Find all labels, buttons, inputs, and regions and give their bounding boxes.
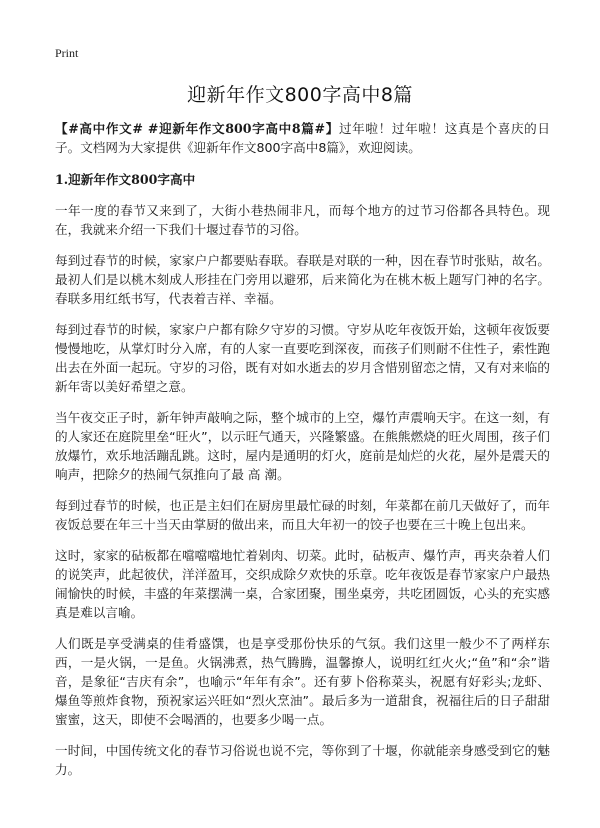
body-paragraph-6: 这时，家家的砧板都在噹噹噹地忙着剁肉、切菜。此时，砧板声、爆竹声，再夹杂着人们的说笑声，此起彼伏，洋洋盈耳，交织成除夕欢快的乐章。吃年夜饭是春节家家户户最热闹愉快的时候，丰盛的年菜摆满一桌，合家团聚，围坐桌旁，共吃团圆饭，心头的充实感真是难以言喻。 [55, 548, 550, 620]
document-title: 迎新年作文800字高中8篇 [187, 84, 413, 106]
section-heading: 1.迎新年作文800字高中 [55, 172, 196, 187]
intro-tag: 【#高中作文# #迎新年作文800字高中8篇#】 [55, 121, 339, 136]
body-paragraph-1: 一年一度的春节又来到了，大街小巷热闹非凡，而每个地方的过节习俗都各具特色。现在，我就来介绍一下我们十堰过春节的习俗。 [55, 203, 550, 237]
intro-paragraph [55, 119, 550, 157]
body-paragraph-2: 每到过春节的时候，家家户户都要贴春联。春联是对联的一种，因在春节时张贴，故名。最初人们是以桃木刻成人形挂在门旁用以避邪，后来简化为在桃木板上题写门神的名字。春联多用红纸书写，代表着吉祥、幸福。 [55, 253, 550, 306]
body-paragraph-4: 当午夜交正子时，新年钟声敲响之际，整个城市的上空，爆竹声震响天宇。在这一刻，有的人家还在庭院里垒“旺火”，以示旺气通天，兴隆繁盛。在熊熊燃烧的旺火周围，孩子们放爆竹，欢乐地活蹦乱跳。这时，屋内是通明的灯火，庭前是灿烂的火花，屋外是震天的响声，把除夕的热闹气氛推向了最 高 潮。 [55, 410, 550, 482]
intro-text: 过年啦！过年啦！这真是个喜庆的日子。文档网为大家提供《迎新年作文800字高中8篇》，欢迎阅读。 [55, 121, 550, 155]
body-paragraph-8: 一时间，中国传统文化的春节习俗说也说不完，等你到了十堰，你就能亲身感受到它的魅力。 [55, 743, 550, 777]
document-body [55, 119, 550, 791]
body-paragraph-7: 人们既是享受满桌的佳肴盛馔，也是享受那份快乐的气氛。我们这里一般少不了两样东西，一是火锅，一是鱼。火锅沸煮，热气腾腾，温馨撩人，说明红红火火;“鱼”和“余”谐音，是象征“吉庆有余”，也喻示“年年有余”。还有萝卜俗称菜头，祝愿有好彩头;龙虾、爆鱼等煎炸食物，预祝家运兴旺如“烈火烹油”。最后多为一道甜食，祝福往后的日子甜甜蜜蜜，这天，即使不会喝酒的，也要多少喝一点。 [55, 636, 550, 727]
body-paragraph-5: 每到过春节的时候，也正是主妇们在厨房里最忙碌的时刻，年菜都在前几天做好了，而年夜饭总要在年三十当天由掌厨的做出来，而且大年初一的饺子也要在三十晚上包出来。 [55, 498, 550, 532]
print-link[interactable]: Print [55, 46, 79, 60]
body-paragraph-3: 每到过春节的时候，家家户户都有除夕守岁的习惯。守岁从吃年夜饭开始，这顿年夜饭要慢慢地吃，从掌灯时分入席，有的人家一直要吃到深夜，而孩子们则耐不住性子，索性跑出去在外面一起玩。守岁的习俗，既有对如水逝去的岁月含惜别留恋之情，又有对来临的新年寄以美好希望之意。 [55, 322, 550, 394]
